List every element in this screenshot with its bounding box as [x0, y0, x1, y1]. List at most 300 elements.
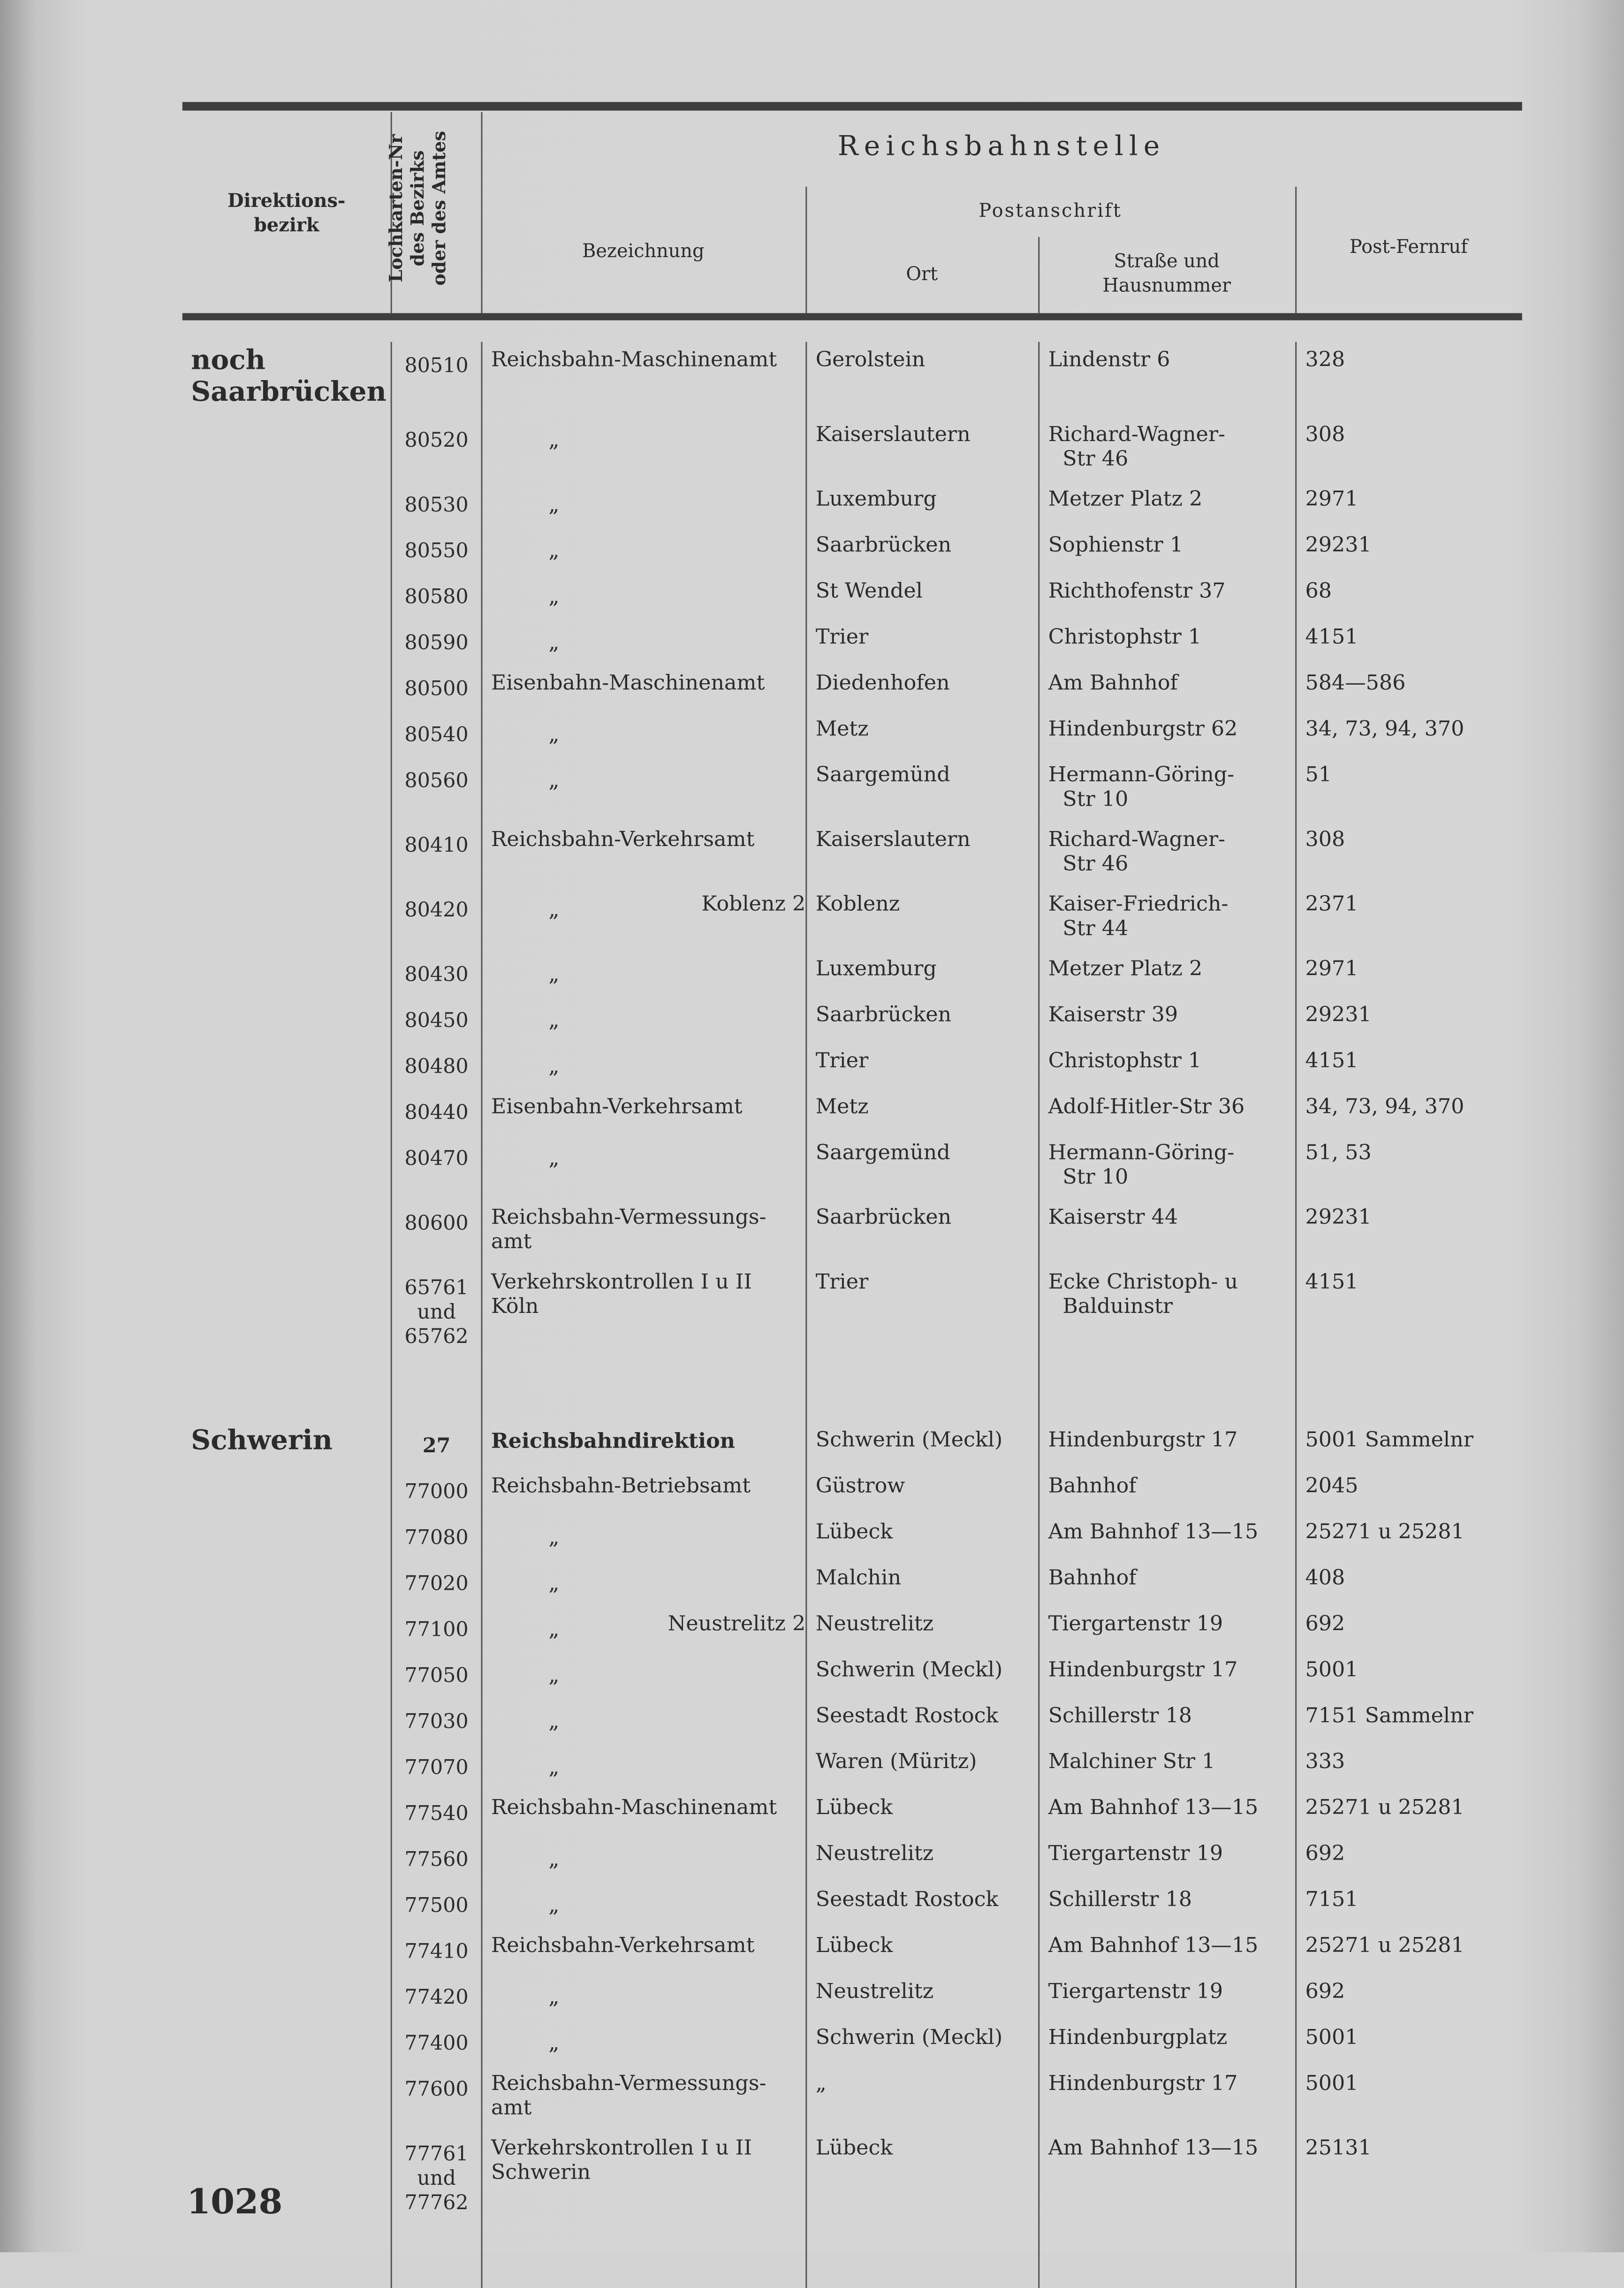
bezeichnung-cell — [481, 951, 805, 997]
ort-cell: Saarbrücken — [805, 997, 1038, 1043]
direktionsbezirk-cell — [182, 951, 391, 997]
strasse-line: Tiergartenstr 19 — [1048, 1613, 1223, 1636]
bezeichnung-line: „ — [548, 724, 560, 747]
lochkarten-nr: 77761 — [404, 2143, 469, 2166]
header-reichsbahnstelle: Reichsbahnstelle — [837, 130, 1166, 162]
fernruf-cell: 5001 Sammelnr — [1295, 1422, 1522, 1468]
lochkarten-nr: 77400 — [404, 2032, 469, 2056]
strasse-line: Hindenburgstr 62 — [1048, 718, 1238, 741]
bezeichnung-cell — [481, 1199, 805, 1264]
direktionsbezirk-cell — [182, 1698, 391, 1744]
strasse-line: Sophienstr 1 — [1048, 534, 1183, 557]
fernruf-cell: 29231 — [1295, 1199, 1522, 1264]
direktionsbezirk-cell — [182, 527, 391, 573]
ort-cell: Saargemünd — [805, 1135, 1038, 1199]
fernruf-cell: 2045 — [1295, 1468, 1522, 1514]
lochkarten-nr: 77100 — [404, 1618, 469, 1642]
lochkarten-nr-cell — [391, 822, 481, 886]
header-line: Straße und — [1114, 251, 1220, 273]
bezeichnung-line: „ — [548, 1055, 560, 1079]
lochkarten-nr: 80560 — [404, 770, 469, 793]
ort-cell: Seestadt Rostock — [805, 1882, 1038, 1928]
fernruf-cell: 5001 — [1295, 2020, 1522, 2066]
bezeichnung-text — [491, 534, 559, 564]
lochkarten-nr-cell — [391, 1882, 481, 1928]
bezeichnung-cell — [481, 1043, 805, 1089]
spacer-cell — [391, 1359, 481, 1422]
ort-cell: Kaiserslautern — [805, 822, 1038, 886]
bezeichnung-line: „ — [548, 963, 560, 987]
direktionsbezirk-cell — [182, 1264, 391, 1359]
fernruf-cell: 5001 — [1295, 1652, 1522, 1698]
table-row — [182, 1606, 1522, 1652]
strasse-line: Am Bahnhof 13—15 — [1048, 1935, 1259, 1958]
strasse-cell — [1038, 1836, 1295, 1882]
strasse-line: Str 46 — [1062, 853, 1129, 877]
table-row — [182, 757, 1522, 822]
strasse-line: Ecke Christoph- u — [1048, 1271, 1238, 1295]
strasse-line: Hindenburgstr 17 — [1048, 1659, 1238, 1682]
table-row — [182, 1836, 1522, 1882]
fernruf-cell: 308 — [1295, 417, 1522, 481]
strasse-cell — [1038, 1790, 1295, 1836]
fernruf-cell: 2971 — [1295, 481, 1522, 527]
strasse-cell — [1038, 1652, 1295, 1698]
strasse-cell — [1038, 757, 1295, 822]
ort-cell: „ — [805, 2066, 1038, 2130]
bezeichnung-line: amt — [491, 1231, 532, 1254]
bezeichnung-cell — [481, 1135, 805, 1199]
strasse-cell — [1038, 2130, 1295, 2225]
lochkarten-nr: 77420 — [404, 1986, 469, 2010]
ort-cell: Saarbrücken — [805, 1199, 1038, 1264]
bezeichnung-text — [491, 1843, 559, 1873]
ort-cell: Neustrelitz — [805, 1836, 1038, 1882]
strasse-cell — [1038, 1089, 1295, 1135]
table-row — [182, 1560, 1522, 1606]
strasse-cell — [1038, 417, 1295, 481]
bezeichnung-line: Schwerin — [491, 2161, 591, 2185]
strasse-line: Bahnhof — [1048, 1567, 1137, 1590]
bezeichnung-line: „ — [548, 770, 560, 793]
bezeichnung-text — [491, 1429, 735, 1459]
bezeichnung-text — [491, 1659, 559, 1689]
direktionsbezirk-name: noch — [191, 344, 266, 377]
strasse-line: Malchiner Str 1 — [1048, 1751, 1215, 1774]
fernruf-cell: 584—586 — [1295, 665, 1522, 711]
fernruf-cell: 408 — [1295, 1560, 1522, 1606]
strasse-line: Str 46 — [1062, 448, 1129, 472]
bezeichnung-text — [491, 672, 765, 702]
strasse-line: Str 44 — [1062, 918, 1129, 941]
strasse-cell — [1038, 1560, 1295, 1606]
direktionsbezirk-cell — [182, 886, 391, 951]
ort-cell: Schwerin (Meckl) — [805, 1652, 1038, 1698]
lochkarten-nr-cell — [391, 1135, 481, 1199]
spacer-cell — [182, 2225, 391, 2288]
strasse-line: Hindenburgstr 17 — [1048, 1429, 1238, 1452]
table-end — [182, 2225, 1522, 2240]
bezeichnung-text — [491, 958, 559, 988]
bezeichnung-text — [491, 1613, 559, 1643]
strasse-cell — [1038, 822, 1295, 886]
strasse-cell — [1038, 1744, 1295, 1790]
ort-cell: Saarbrücken — [805, 527, 1038, 573]
lochkarten-nr: 80550 — [404, 540, 469, 563]
bezeichnung-cell — [481, 1698, 805, 1744]
lochkarten-nr-cell — [391, 417, 481, 481]
strasse-cell — [1038, 665, 1295, 711]
ort-cell: Lübeck — [805, 1928, 1038, 1974]
bezeichnung-cell — [481, 1514, 805, 1560]
table-row — [182, 822, 1522, 886]
spacer-cell — [481, 2225, 805, 2288]
spacer-cell — [805, 1359, 1038, 1422]
lochkarten-nr: 77020 — [404, 1572, 469, 1596]
direktionsbezirk-cell — [182, 2066, 391, 2130]
strasse-cell — [1038, 951, 1295, 997]
lochkarten-nr: 27 — [422, 1435, 451, 1458]
table-row — [182, 1264, 1522, 1359]
bezeichnung-line: Köln — [491, 1296, 539, 1319]
spacer-cell — [1295, 1359, 1522, 1422]
strasse-cell — [1038, 1606, 1295, 1652]
bezeichnung-cell — [481, 665, 805, 711]
header-line: Direktions- — [227, 191, 346, 213]
lochkarten-nr-cell — [391, 1468, 481, 1514]
lochkarten-nr-cell — [391, 573, 481, 619]
bezeichnung-cell — [481, 1974, 805, 2020]
ort-cell: Neustrelitz — [805, 1606, 1038, 1652]
header-direktionsbezirk — [182, 190, 391, 238]
fernruf-cell: 308 — [1295, 822, 1522, 886]
lochkarten-nr: 80580 — [404, 586, 469, 609]
header-line: Lochkarten-Nr — [385, 134, 407, 282]
strasse-line: Christophstr 1 — [1048, 1050, 1202, 1073]
fernruf-cell: 29231 — [1295, 527, 1522, 573]
lochkarten-nr-cell — [391, 1043, 481, 1089]
lochkarten-nr: 80430 — [404, 963, 469, 987]
bezeichnung-cell — [481, 1468, 805, 1514]
bezeichnung-text — [491, 2137, 752, 2216]
table-row — [182, 1790, 1522, 1836]
lochkarten-nr-cell — [391, 1698, 481, 1744]
ort-cell: Neustrelitz — [805, 1974, 1038, 2020]
header-strasse — [1038, 250, 1295, 299]
fernruf-cell: 4151 — [1295, 1264, 1522, 1359]
lochkarten-nr: 80480 — [404, 1055, 469, 1079]
strasse-cell — [1038, 619, 1295, 665]
header-lochkarten-nr — [385, 115, 474, 302]
direktionsbezirk-cell — [182, 997, 391, 1043]
strasse-cell — [1038, 573, 1295, 619]
fernruf-cell: 34, 73, 94, 370 — [1295, 1089, 1522, 1135]
lochkarten-nr-cell — [391, 711, 481, 757]
fernruf-cell: 51 — [1295, 757, 1522, 822]
table-row — [182, 342, 1522, 417]
bezeichnung-text — [491, 718, 559, 748]
strasse-line: Balduinstr — [1062, 1296, 1173, 1319]
header-post-fernruf: Post-Fernruf — [1349, 237, 1468, 259]
lochkarten-nr-cell — [391, 886, 481, 951]
table-row — [182, 665, 1522, 711]
fernruf-cell: 5001 — [1295, 2066, 1522, 2130]
strasse-line: Schillerstr 18 — [1048, 1705, 1192, 1728]
fernruf-cell: 2971 — [1295, 951, 1522, 997]
strasse-line: Am Bahnhof — [1048, 672, 1178, 695]
bezeichnung-text — [491, 1050, 559, 1080]
strasse-line: Bahnhof — [1048, 1475, 1137, 1498]
bezeichnung-cell — [481, 1089, 805, 1135]
table-row — [182, 1744, 1522, 1790]
ort-cell: Waren (Müritz) — [805, 1744, 1038, 1790]
bezeichnung-cell — [481, 711, 805, 757]
bezeichnung-note: Koblenz 2 — [701, 893, 806, 916]
strasse-cell — [1038, 1468, 1295, 1514]
spacer-cell — [1038, 2225, 1295, 2288]
fernruf-cell: 7151 Sammelnr — [1295, 1698, 1522, 1744]
bezeichnung-text — [491, 764, 559, 813]
direktionsbezirk-cell — [182, 481, 391, 527]
strasse-line: Am Bahnhof 13—15 — [1048, 1797, 1259, 1820]
fernruf-cell: 333 — [1295, 1744, 1522, 1790]
bezeichnung-text — [491, 2027, 559, 2057]
bezeichnung-text — [491, 1889, 559, 1919]
bezeichnung-line: Verkehrskontrollen I u II — [491, 2137, 752, 2160]
direktionsbezirk-cell — [182, 1468, 391, 1514]
strasse-line: Christophstr 1 — [1048, 626, 1202, 649]
strasse-line: Richard-Wagner- — [1048, 424, 1226, 447]
header-line: des Bezirks — [406, 150, 428, 267]
direktionsbezirk-cell — [182, 342, 391, 417]
bezeichnung-text — [491, 1935, 755, 1965]
fernruf-cell: 692 — [1295, 1836, 1522, 1882]
lochkarten-nr: 80590 — [404, 632, 469, 655]
strasse-cell — [1038, 886, 1295, 951]
bezeichnung-cell — [481, 1836, 805, 1882]
fernruf-cell: 51, 53 — [1295, 1135, 1522, 1199]
lochkarten-nr: 80510 — [404, 355, 469, 378]
bezeichnung-line: „ — [548, 540, 560, 563]
fernruf-cell: 34, 73, 94, 370 — [1295, 711, 1522, 757]
fernruf-cell: 25271 u 25281 — [1295, 1790, 1522, 1836]
direktionsbezirk-name: Saarbrücken — [191, 376, 387, 408]
bezeichnung-text — [491, 424, 559, 473]
strasse-cell — [1038, 1514, 1295, 1560]
bezeichnung-text — [491, 1142, 559, 1191]
bezeichnung-text — [491, 1096, 743, 1126]
table-row — [182, 886, 1522, 951]
bezeichnung-text — [491, 626, 559, 656]
lochkarten-nr-cell — [391, 342, 481, 417]
lochkarten-nr-cell — [391, 2020, 481, 2066]
bezeichnung-line: Reichsbahndirektion — [491, 1429, 736, 1454]
strasse-cell — [1038, 1882, 1295, 1928]
table-row — [182, 1135, 1522, 1199]
lochkarten-nr-cell — [391, 1836, 481, 1882]
bezeichnung-text — [491, 1206, 766, 1255]
strasse-line: Kaiserstr 44 — [1048, 1206, 1178, 1230]
bezeichnung-cell — [481, 822, 805, 886]
lochkarten-nr: 80450 — [404, 1009, 469, 1033]
lochkarten-nr-cell — [391, 665, 481, 711]
table-row — [182, 1422, 1522, 1468]
strasse-line: Hindenburgplatz — [1048, 2027, 1228, 2050]
bezeichnung-cell — [481, 1882, 805, 1928]
ort-cell: Saargemünd — [805, 757, 1038, 822]
lochkarten-nr: 77070 — [404, 1756, 469, 1780]
lochkarten-nr: 80410 — [404, 834, 469, 858]
bezeichnung-cell — [481, 481, 805, 527]
strasse-cell — [1038, 997, 1295, 1043]
direktionsbezirk-cell — [182, 1089, 391, 1135]
lochkarten-nr-cell — [391, 1514, 481, 1560]
page-number: 1028 — [186, 2180, 283, 2222]
strasse-cell — [1038, 1264, 1295, 1359]
ort-cell: Lübeck — [805, 1514, 1038, 1560]
lochkarten-nr-cell — [391, 1264, 481, 1359]
direktionsbezirk-name: Schwerin — [191, 1425, 333, 1457]
lochkarten-nr: 80440 — [404, 1101, 469, 1125]
bezeichnung-cell — [481, 1422, 805, 1468]
bezeichnung-text — [491, 1797, 777, 1827]
lochkarten-nr: 77560 — [404, 1848, 469, 1872]
lochkarten-nr: 77600 — [404, 2078, 469, 2102]
ort-cell: Lübeck — [805, 1790, 1038, 1836]
strasse-cell — [1038, 1199, 1295, 1264]
fernruf-cell: 692 — [1295, 1974, 1522, 2020]
bezeichnung-line: „ — [548, 494, 560, 517]
lochkarten-nr-cell — [391, 1422, 481, 1468]
bezeichnung-line: amt — [491, 2097, 532, 2120]
ort-cell: Schwerin (Meckl) — [805, 1422, 1038, 1468]
bezeichnung-cell — [481, 573, 805, 619]
table-row — [182, 527, 1522, 573]
direktionsbezirk-cell — [182, 822, 391, 886]
strasse-cell — [1038, 1928, 1295, 1974]
strasse-cell — [1038, 527, 1295, 573]
bezeichnung-text — [491, 488, 559, 519]
bezeichnung-cell — [481, 2020, 805, 2066]
strasse-line: Schillerstr 18 — [1048, 1889, 1192, 1912]
strasse-cell — [1038, 1974, 1295, 2020]
bezeichnung-line: Eisenbahn-Maschinenamt — [491, 672, 765, 695]
bezeichnung-text — [491, 893, 559, 942]
lochkarten-nr-cell — [391, 1744, 481, 1790]
lochkarten-nr-cell — [391, 1790, 481, 1836]
ort-cell: Malchin — [805, 1560, 1038, 1606]
fernruf-cell: 68 — [1295, 573, 1522, 619]
lochkarten-nr: 77500 — [404, 1894, 469, 1918]
direktionsbezirk-cell — [182, 1135, 391, 1199]
direktionsbezirk-cell — [182, 757, 391, 822]
direktionsbezirk-cell — [182, 1744, 391, 1790]
header-bezeichnung: Bezeichnung — [582, 241, 705, 263]
bezeichnung-line: Reichsbahn-Betriebsamt — [491, 1475, 751, 1498]
table-row — [182, 481, 1522, 527]
bezeichnung-line: „ — [548, 1986, 560, 2010]
bezeichnung-cell — [481, 527, 805, 573]
lochkarten-nr: 77080 — [404, 1526, 469, 1550]
fernruf-cell: 4151 — [1295, 619, 1522, 665]
bezeichnung-line: Reichsbahn-Verkehrsamt — [491, 1935, 755, 1958]
bezeichnung-cell — [481, 1652, 805, 1698]
table-row — [182, 1928, 1522, 1974]
lochkarten-nr-cell — [391, 757, 481, 822]
lochkarten-nr: 65761 — [404, 1277, 469, 1300]
direktionsbezirk-cell — [182, 2020, 391, 2066]
ort-cell: Luxemburg — [805, 481, 1038, 527]
bezeichnung-line: „ — [548, 1009, 560, 1033]
strasse-cell — [1038, 342, 1295, 417]
bezeichnung-cell — [481, 417, 805, 481]
lochkarten-nr: und — [417, 1301, 456, 1325]
strasse-cell — [1038, 1422, 1295, 1468]
bezeichnung-text — [491, 2073, 766, 2121]
lochkarten-nr: 80500 — [404, 678, 469, 701]
direktionsbezirk-cell — [182, 665, 391, 711]
bezeichnung-line: „ — [548, 429, 560, 453]
bezeichnung-cell — [481, 1264, 805, 1359]
bezeichnung-cell — [481, 757, 805, 822]
lochkarten-nr-cell — [391, 481, 481, 527]
strasse-cell — [1038, 711, 1295, 757]
direktionsbezirk-cell — [182, 711, 391, 757]
lochkarten-nr: 77050 — [404, 1664, 469, 1688]
table-row — [182, 997, 1522, 1043]
ort-cell: Kaiserslautern — [805, 417, 1038, 481]
strasse-line: Hermann-Göring- — [1048, 764, 1235, 787]
strasse-line: Metzer Platz 2 — [1048, 488, 1203, 511]
direktionsbezirk-cell — [182, 1836, 391, 1882]
bezeichnung-cell — [481, 1560, 805, 1606]
direktionsbezirk-cell — [182, 417, 391, 481]
ort-cell: Metz — [805, 711, 1038, 757]
bezeichnung-text — [491, 1567, 559, 1597]
bezeichnung-line: „ — [548, 1572, 560, 1596]
direktionsbezirk-cell — [182, 1928, 391, 1974]
table-row — [182, 417, 1522, 481]
bezeichnung-line: „ — [548, 899, 560, 923]
ort-cell: Güstrow — [805, 1468, 1038, 1514]
fernruf-cell: 7151 — [1295, 1882, 1522, 1928]
lochkarten-nr: 77762 — [404, 2192, 469, 2215]
bezeichnung-text — [491, 1981, 559, 2011]
direktionsbezirk-cell — [182, 1974, 391, 2020]
bezeichnung-cell — [481, 1744, 805, 1790]
strasse-line: Lindenstr 6 — [1048, 349, 1170, 372]
ort-cell: Diedenhofen — [805, 665, 1038, 711]
bezeichnung-line: Eisenbahn-Verkehrsamt — [491, 1096, 743, 1119]
strasse-cell — [1038, 2066, 1295, 2130]
lochkarten-nr: 77540 — [404, 1802, 469, 1826]
section-spacer — [182, 1359, 1522, 1422]
lochkarten-nr: 77410 — [404, 1940, 469, 1964]
strasse-line: Am Bahnhof 13—15 — [1048, 1521, 1259, 1544]
table-row — [182, 2066, 1522, 2130]
lochkarten-nr: 80470 — [404, 1147, 469, 1171]
bezeichnung-line: Verkehrskontrollen I u II — [491, 1271, 752, 1295]
bezeichnung-text — [491, 1521, 559, 1551]
ort-cell: St Wendel — [805, 573, 1038, 619]
header-postanschrift: Postanschrift — [979, 201, 1122, 223]
direktionsbezirk-cell — [182, 1790, 391, 1836]
ort-cell: Seestadt Rostock — [805, 1698, 1038, 1744]
bezeichnung-line: „ — [548, 1848, 560, 1872]
strasse-line: Kaiserstr 39 — [1048, 1004, 1178, 1027]
direktionsbezirk-cell — [182, 619, 391, 665]
bezeichnung-line: Reichsbahn-Vermessungs- — [491, 2073, 766, 2096]
